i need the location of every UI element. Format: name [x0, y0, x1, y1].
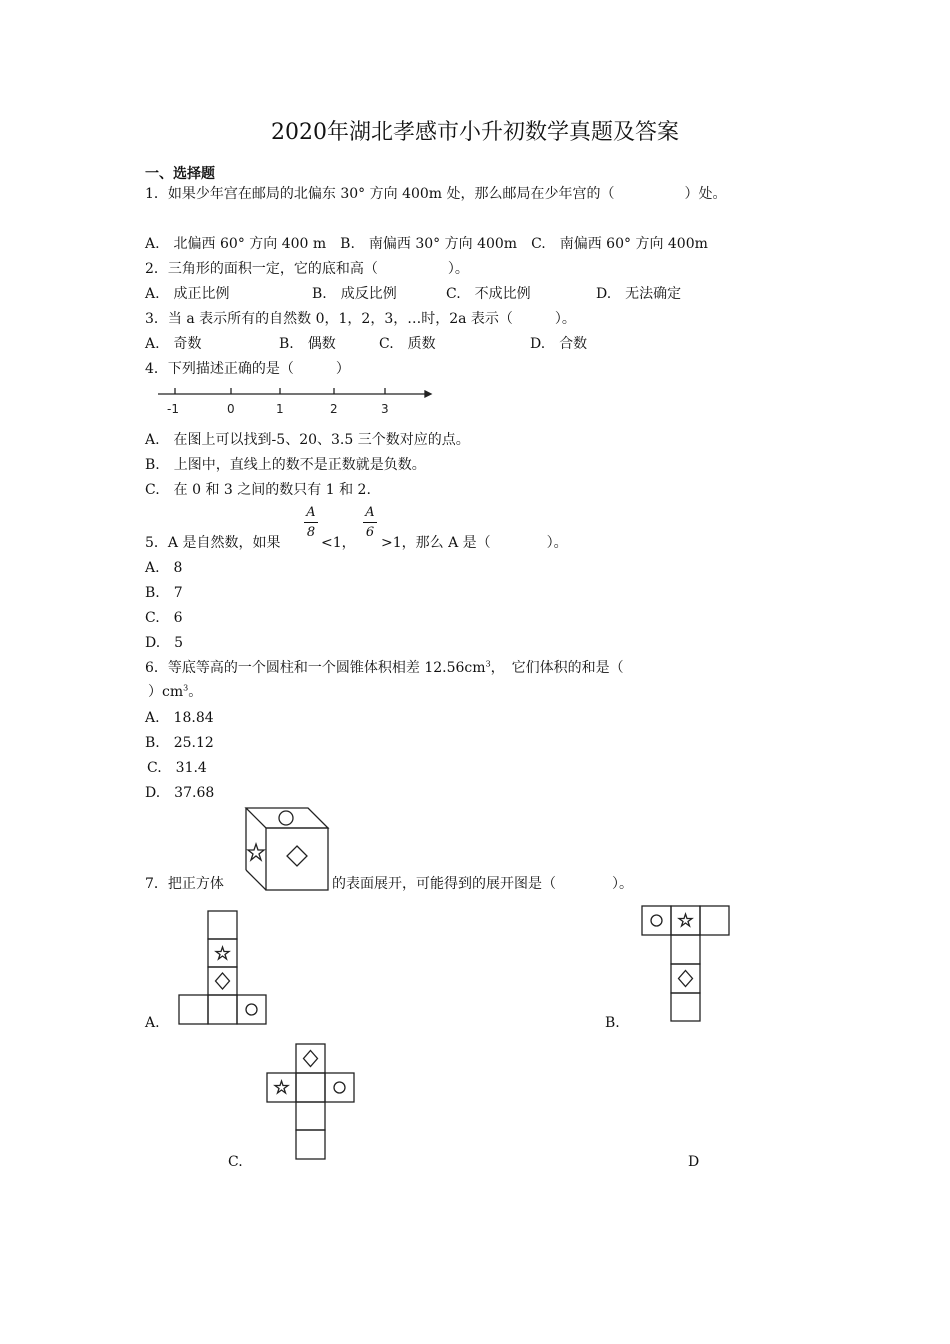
- q4-option-a: A. 在图上可以找到-5、20、3.5 三个数对应的点。: [145, 432, 470, 448]
- circle-symbol: [334, 1082, 345, 1093]
- q7-suffix: 的表面展开，可能得到的展开图是（ ）。: [332, 876, 633, 892]
- tick-label: 2: [330, 402, 338, 416]
- circle-symbol: [279, 811, 293, 825]
- q5-prefix: 5．A 是自然数，如果: [145, 535, 281, 551]
- superscript: 3: [183, 683, 189, 693]
- q6-option-a: A. 18.84: [145, 710, 214, 726]
- star-symbol: [275, 1081, 288, 1093]
- fraction-numerator: A: [365, 505, 375, 520]
- q7-option-a-label: A.: [145, 1015, 160, 1031]
- circle-symbol: [246, 1004, 257, 1015]
- net-option-c: [266, 1043, 358, 1161]
- star-symbol: [248, 844, 264, 860]
- superscript: 3: [485, 659, 491, 669]
- q2-option-d: D. 无法确定: [596, 286, 682, 302]
- diamond-symbol: [216, 973, 230, 989]
- q6-stem-text: 6．等底等高的一个圆柱和一个圆锥体积相差 12.56cm: [145, 660, 486, 676]
- q3-option-c: C. 质数: [379, 336, 436, 352]
- q6-stem: [145, 660, 624, 676]
- q6-stem-tail: ， 它们体积的和是（: [490, 660, 624, 676]
- q7-option-c-label: C.: [228, 1154, 243, 1170]
- diamond-symbol: [287, 846, 307, 866]
- q5-suffix: >1，那么 A 是（ ）。: [381, 535, 568, 551]
- q6-line2: [148, 684, 202, 700]
- fraction-denominator: 6: [365, 525, 375, 540]
- section-heading: 一、选择题: [145, 166, 215, 182]
- cube-figure: [244, 806, 334, 892]
- number-line: [155, 384, 435, 420]
- diamond-symbol: [304, 1051, 318, 1067]
- fraction-a-over-8: [304, 505, 318, 540]
- q6-line2-text: ）cm: [148, 684, 184, 700]
- q5-option-a: A. 8: [145, 560, 183, 576]
- q4-option-b: B. 上图中，直线上的数不是正数就是负数。: [145, 457, 426, 473]
- q4-stem: 4．下列描述正确的是（ ）: [145, 361, 350, 377]
- tick-label: -1: [167, 402, 179, 416]
- tick-label: 0: [227, 402, 235, 416]
- fraction-denominator: 8: [306, 525, 316, 540]
- q3-stem: 3．当 a 表示所有的自然数 0，1，2，3，…时，2a 表示（ ）。: [145, 311, 576, 327]
- q6-option-c: C. 31.4: [147, 760, 207, 776]
- fraction-numerator: A: [306, 505, 316, 520]
- q5-mid: <1，: [321, 535, 356, 551]
- diamond-symbol: [679, 971, 693, 987]
- q6-option-b: B. 25.12: [145, 735, 214, 751]
- q1-options: A. 北偏西 60° 方向 400 m B. 南偏西 30° 方向 400m C. 南偏西 60° 方向 400m: [145, 236, 708, 252]
- net-option-a: [178, 910, 268, 1026]
- tick-label: 3: [381, 402, 389, 416]
- fraction-a-over-6: [363, 505, 377, 540]
- q7-option-d-label: D: [688, 1154, 700, 1170]
- q4-option-c: C. 在 0 和 3 之间的数只有 1 和 2.: [145, 482, 371, 498]
- q6-line2-tail: 。: [188, 684, 203, 700]
- q5-option-b: B. 7: [145, 585, 183, 601]
- q2-option-b: B. 成反比例: [312, 286, 397, 302]
- star-symbol: [679, 914, 692, 926]
- tick-label: 1: [276, 402, 284, 416]
- q7-prefix: 7．把正方体: [145, 876, 224, 892]
- net-option-b: [641, 905, 731, 1023]
- q5-option-c: C. 6: [145, 610, 183, 626]
- q3-option-b: B. 偶数: [279, 336, 336, 352]
- circle-symbol: [651, 915, 662, 926]
- q7-option-b-label: B.: [605, 1015, 620, 1031]
- star-symbol: [216, 947, 229, 959]
- q2-option-c: C. 不成比例: [446, 286, 531, 302]
- q6-option-d: D. 37.68: [145, 785, 215, 801]
- q3-option-a: A. 奇数: [145, 336, 202, 352]
- page-title: 2020年湖北孝感市小升初数学真题及答案: [271, 120, 679, 145]
- q1-stem: 1．如果少年宫在邮局的北偏东 30° 方向 400m 处，那么邮局在少年宫的（ ）处。: [145, 186, 727, 202]
- q2-stem: 2．三角形的面积一定，它的底和高（ ）。: [145, 261, 469, 277]
- q2-option-a: A. 成正比例: [145, 286, 230, 302]
- q5-option-d: D. 5: [145, 635, 184, 651]
- q3-option-d: D. 合数: [530, 336, 588, 352]
